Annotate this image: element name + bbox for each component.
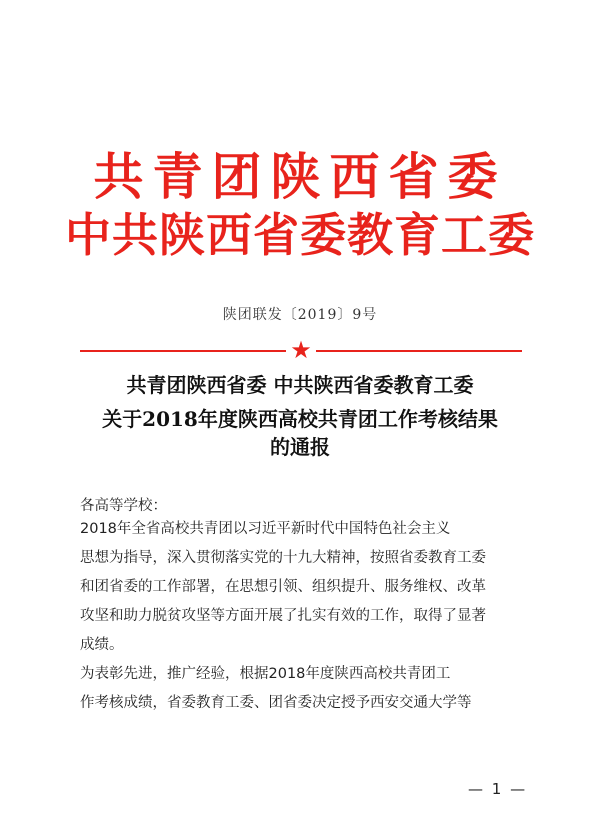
paragraph-line: 作考核成绩，省委教育工委、团省委决定授予西安交通大学等	[80, 695, 472, 711]
doc-title-line-2: 关于2018年度陕西高校共青团工作考核结果	[102, 407, 498, 431]
paragraph-line: 成绩。	[80, 637, 124, 653]
issuing-org-line-1: 共青团陕西省委	[93, 148, 507, 206]
divider-line-left	[80, 350, 286, 352]
red-divider	[80, 336, 522, 364]
doc-title-line-1: 共青团陕西省委 中共陕西省委教育工委	[126, 373, 474, 397]
salutation: 各高等学校：	[80, 498, 167, 514]
paragraph-line: 思想为指导，深入贯彻落实党的十九大精神，按照省委教育工委	[80, 550, 486, 566]
paragraph-line: 攻坚和助力脱贫攻坚等方面开展了扎实有效的工作，取得了显著	[80, 608, 486, 624]
paragraph-2	[80, 660, 526, 718]
page-number: — 1 —	[468, 780, 528, 798]
paragraph-line: 2018年全省高校共青团以习近平新时代中国特色社会主义	[80, 521, 451, 537]
doc-title-line-3: 的通报	[270, 435, 330, 459]
divider-line-right	[316, 350, 522, 352]
paragraph-line: 和团省委的工作部署，在思想引领、组织提升、服务维权、改革	[80, 579, 486, 595]
issuing-org-line-2: 中共陕西省委教育工委	[65, 208, 535, 262]
paragraph-line: 为表彰先进，推广经验，根据2018年度陕西高校共青团工	[80, 666, 451, 682]
star-icon: ★	[290, 336, 312, 364]
paragraph-1	[80, 515, 526, 660]
document-number: 陕团联发〔2019〕9号	[222, 307, 378, 323]
